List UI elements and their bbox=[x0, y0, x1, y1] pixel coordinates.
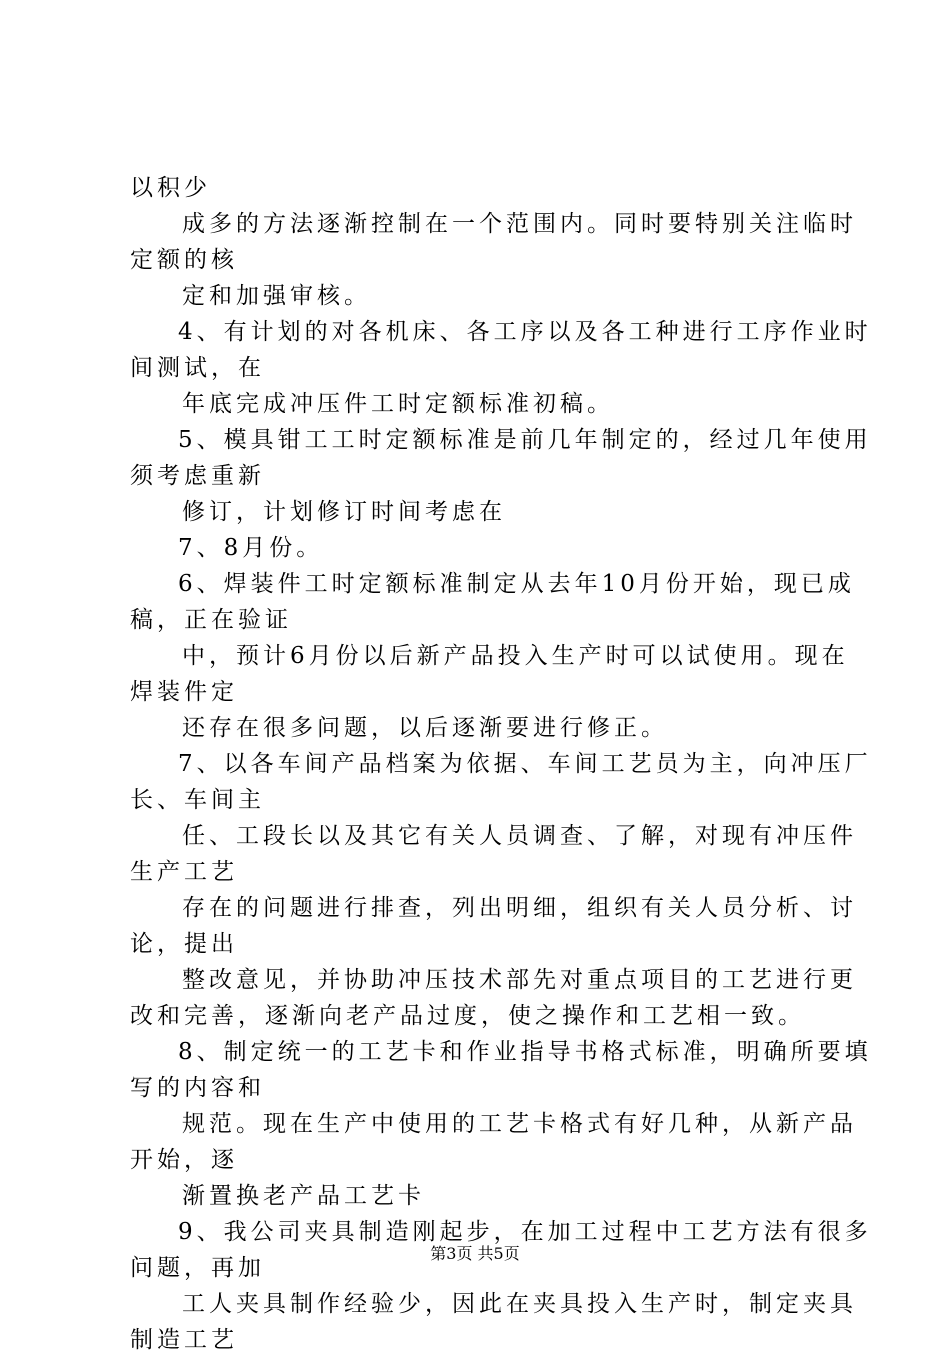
text-line: 7、以各车间产品档案为依据、车间工艺员为主，向冲压厂 bbox=[178, 751, 872, 777]
text-line: 4、有计划的对各机床、各工序以及各工种进行工序作业时 bbox=[178, 319, 872, 345]
text-line: 6、焊装件工时定额标准制定从去年10月份开始，现已成 bbox=[178, 571, 855, 597]
text-line: 焊装件定 bbox=[130, 679, 238, 705]
text-line: 7、8月份。 bbox=[178, 535, 324, 561]
text-line: 5、模具钳工工时定额标准是前几年制定的，经过几年使用 bbox=[178, 427, 872, 453]
text-line: 以积少 bbox=[130, 175, 211, 201]
text-line: 问题，再加 bbox=[130, 1255, 265, 1281]
text-line: 定和加强审核。 bbox=[182, 283, 371, 309]
text-line: 存在的问题进行排查，列出明细，组织有关人员分析、讨 bbox=[182, 895, 857, 921]
text-line: 稿，正在验证 bbox=[130, 607, 292, 633]
text-line: 成多的方法逐渐控制在一个范围内。同时要特别关注临时 bbox=[182, 211, 857, 237]
text-line: 整改意见，并协助冲压技术部先对重点项目的工艺进行更 bbox=[182, 967, 857, 993]
text-line: 开始，逐 bbox=[130, 1147, 238, 1173]
text-line: 规范。现在生产中使用的工艺卡格式有好几种，从新产品 bbox=[182, 1111, 857, 1137]
text-line: 生产工艺 bbox=[130, 859, 238, 885]
text-line: 任、工段长以及其它有关人员调查、了解，对现有冲压件 bbox=[182, 823, 857, 849]
text-line: 渐置换老产品工艺卡 bbox=[182, 1183, 425, 1209]
text-line: 论，提出 bbox=[130, 931, 238, 957]
text-line: 定额的核 bbox=[130, 247, 238, 273]
page-number-footer: 第3页 共5页 bbox=[430, 1244, 520, 1263]
text-line: 长、车间主 bbox=[130, 787, 265, 813]
text-line: 8、制定统一的工艺卡和作业指导书格式标准，明确所要填 bbox=[178, 1039, 872, 1065]
text-line: 还存在很多问题，以后逐渐要进行修正。 bbox=[182, 715, 668, 741]
text-line: 制造工艺 bbox=[130, 1327, 238, 1353]
text-line: 9、我公司夹具制造刚起步，在加工过程中工艺方法有很多 bbox=[178, 1219, 872, 1245]
text-line: 中，预计6月份以后新产品投入生产时可以试使用。现在 bbox=[182, 643, 849, 669]
text-line: 须考虑重新 bbox=[130, 463, 265, 489]
text-line: 修订，计划修订时间考虑在 bbox=[182, 499, 506, 525]
text-line: 写的内容和 bbox=[130, 1075, 265, 1101]
text-line: 工人夹具制作经验少，因此在夹具投入生产时，制定夹具 bbox=[182, 1291, 857, 1317]
text-line: 年底完成冲压件工时定额标准初稿。 bbox=[182, 391, 614, 417]
text-line: 间测试，在 bbox=[130, 355, 265, 381]
text-line: 改和完善，逐渐向老产品过度，使之操作和工艺相一致。 bbox=[130, 1003, 805, 1029]
